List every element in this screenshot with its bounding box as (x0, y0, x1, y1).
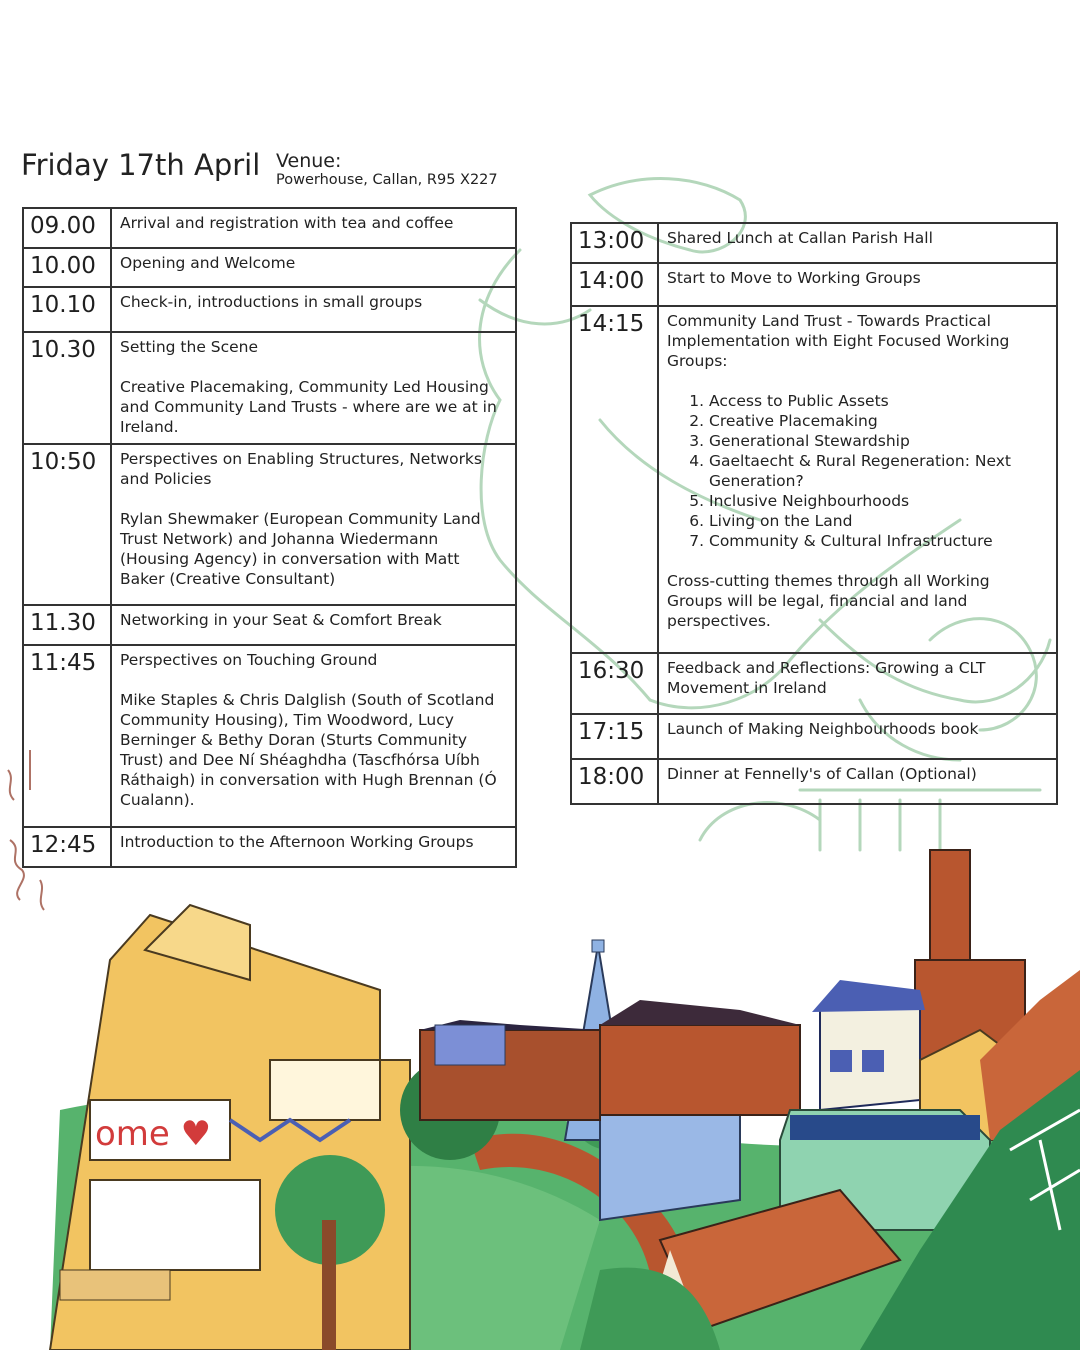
schedule-row (23, 287, 516, 332)
day-title: Friday 17th April (21, 148, 261, 182)
schedule-text: Mike Staples & Chris Dalglish (South of Scotland Community Housing), Tim Woodword, Lucy Berninger & Bethy Doran (Sturts Community Trust) and Dee Ní Shéaghdha (Tascfhórsa Uíbh Ráthaigh) in conversation with Hugh Brennan (Ó Cualann). (120, 691, 497, 809)
home-sign: ome ♥ (95, 1114, 212, 1154)
working-groups-list (667, 391, 1048, 551)
venue-label: Venue: (276, 150, 342, 172)
schedule-description (658, 223, 1057, 263)
schedule-text: Opening and Welcome (120, 254, 296, 272)
schedule-description (111, 827, 516, 867)
schedule-time: 11.30 (23, 605, 111, 645)
afternoon-schedule-table (570, 222, 1058, 805)
schedule-row (23, 208, 516, 248)
schedule-description (111, 332, 516, 444)
schedule-description (111, 444, 516, 605)
schedule-description (111, 287, 516, 332)
schedule-text: Shared Lunch at Callan Parish Hall (667, 229, 933, 247)
schedule-row (571, 306, 1057, 653)
schedule-time: 14:15 (571, 306, 658, 653)
schedule-row (23, 645, 516, 827)
schedule-row (23, 248, 516, 287)
list-item: 3. Generational Stewardship (709, 431, 1048, 451)
schedule-text: Feedback and Reflections: Growing a CLT Movement in Ireland (667, 659, 986, 697)
list-item: 5. Inclusive Neighbourhoods (709, 491, 1048, 511)
list-item: 7. Community & Cultural Infrastructure (709, 531, 1048, 551)
schedule-time: 10:50 (23, 444, 111, 605)
schedule-text: Arrival and registration with tea and coffee (120, 214, 454, 232)
schedule-row (23, 827, 516, 867)
schedule-time: 18:00 (571, 759, 658, 804)
schedule-text: Dinner at Fennelly's of Callan (Optional) (667, 765, 977, 783)
schedule-text: Setting the Scene (120, 338, 259, 356)
schedule-text: Networking in your Seat & Comfort Break (120, 611, 442, 629)
schedule-text: Perspectives on Enabling Structures, Networks and Policies (120, 450, 482, 488)
schedule-time: 12:45 (23, 827, 111, 867)
schedule-time: 16:30 (571, 653, 658, 714)
list-item: 1. Access to Public Assets (709, 391, 1048, 411)
schedule-time: 11:45 (23, 645, 111, 827)
schedule-time: 10.10 (23, 287, 111, 332)
schedule-row (23, 605, 516, 645)
list-item: 4. Gaeltaecht & Rural Regeneration: Next Generation? (709, 451, 1048, 491)
schedule-description (111, 605, 516, 645)
schedule-row (23, 444, 516, 605)
schedule-row (571, 223, 1057, 263)
schedule-description (111, 645, 516, 827)
schedule-row (23, 332, 516, 444)
morning-schedule-table (22, 207, 517, 868)
schedule-time: 14:00 (571, 263, 658, 306)
schedule-text: Perspectives on Touching Ground (120, 651, 378, 669)
schedule-description (658, 714, 1057, 759)
schedule-row (571, 653, 1057, 714)
schedule-description (658, 653, 1057, 714)
schedule-description (111, 208, 516, 248)
list-item: 6. Living on the Land (709, 511, 1048, 531)
schedule-text: Launch of Making Neighbourhoods book (667, 720, 979, 738)
schedule-description (658, 306, 1057, 653)
schedule-text: Cross-cutting themes through all Working Groups will be legal, financial and land perspectives. (667, 572, 990, 630)
schedule-time: 09.00 (23, 208, 111, 248)
schedule-time: 10.00 (23, 248, 111, 287)
schedule-time: 10.30 (23, 332, 111, 444)
schedule-description (658, 263, 1057, 306)
venue-address: Powerhouse, Callan, R95 X227 (276, 172, 498, 188)
schedule-text: Check-in, introductions in small groups (120, 293, 423, 311)
schedule-text: Start to Move to Working Groups (667, 269, 921, 287)
schedule-text: Creative Placemaking, Community Led Housing and Community Land Trusts - where are we at in Ireland. (120, 378, 497, 436)
schedule-row (571, 263, 1057, 306)
schedule-text: Rylan Shewmaker (European Community Land Trust Network) and Johanna Wiedermann (Housing Agency) in conversation with Matt Baker (Creative Consultant) (120, 510, 481, 588)
schedule-time: 17:15 (571, 714, 658, 759)
schedule-text: Introduction to the Afternoon Working Groups (120, 833, 474, 851)
schedule-description (111, 248, 516, 287)
schedule-time: 13:00 (571, 223, 658, 263)
schedule-description (658, 759, 1057, 804)
schedule-row (571, 759, 1057, 804)
schedule-text: Community Land Trust - Towards Practical Implementation with Eight Focused Working Groups: (667, 312, 1010, 370)
schedule-row (571, 714, 1057, 759)
list-item: 2. Creative Placemaking (709, 411, 1048, 431)
